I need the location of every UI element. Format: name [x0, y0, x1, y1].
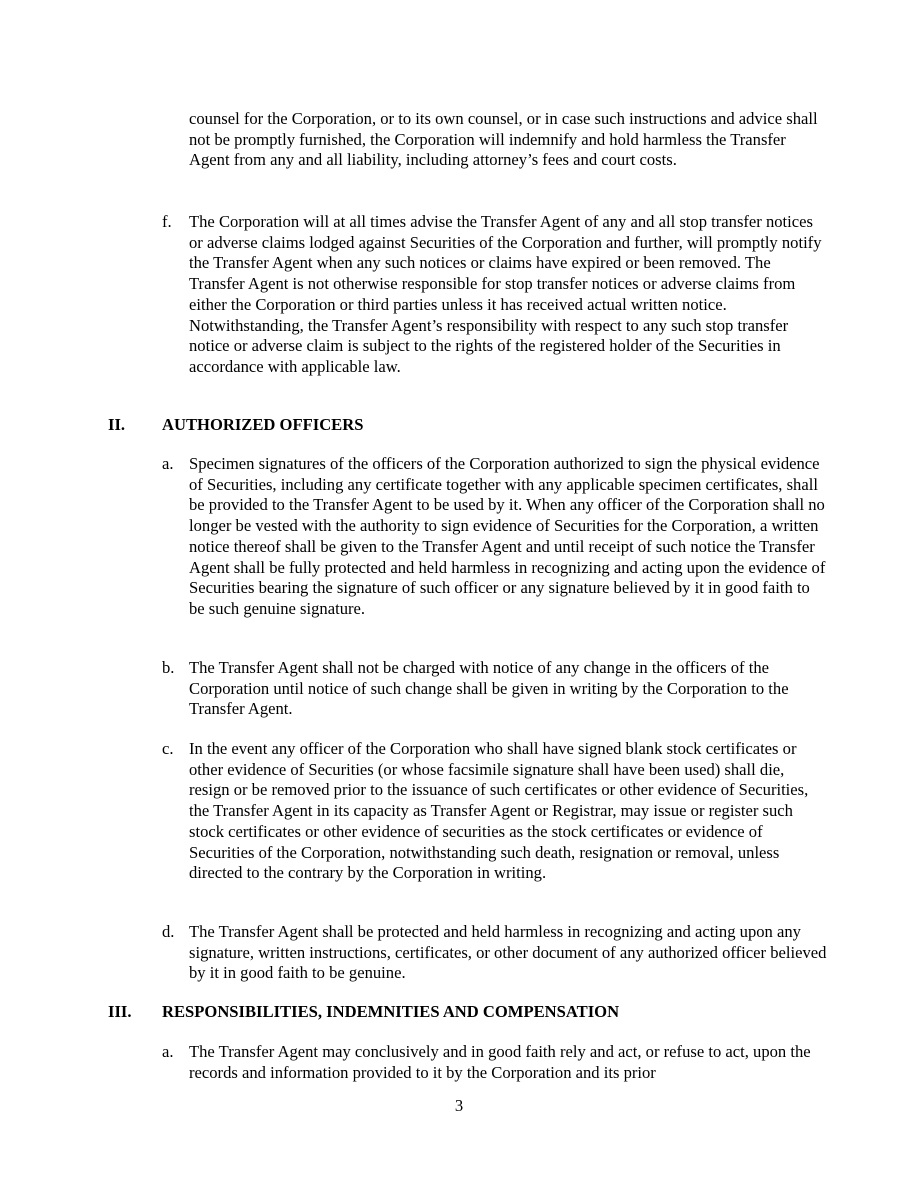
- list-marker: d.: [162, 922, 175, 941]
- list-marker: f.: [162, 212, 172, 231]
- list-item-text: In the event any officer of the Corporation who shall have signed blank stock certificates or other evidence of Securities (or whose facsimile signature shall have been used) shall die, resign or be removed prior to the issuance of such certificates or other evidence of Securities, the Transfer Agent in its capacity as Transfer Agent or Registrar, may issue or register such stock certificates or other evidence of securities as the stock certificates or evidence of Securities of the Corporation, notwithstanding such death, resignation or removal, unless directed to the contrary by the Corporation in writing.: [189, 739, 809, 883]
- list-marker: b.: [162, 658, 175, 677]
- list-marker: c.: [162, 739, 174, 758]
- intro-paragraph: counsel for the Corporation, or to its own counsel, or in case such instructions and advice shall not be promptly furnished, the Corporation will indemnify and hold harmless the Transfer Agent from any and all liability, including attorney’s fees and court costs.: [189, 109, 818, 170]
- section-title: AUTHORIZED OFFICERS: [162, 415, 364, 434]
- list-item-text: The Transfer Agent shall be protected and held harmless in recognizing and acting upon any signature, written instructions, certificates, or other document of any authorized officer believed by it in good faith to be genuine.: [189, 922, 827, 983]
- list-item-text: The Corporation will at all times advise the Transfer Agent of any and all stop transfer notices or adverse claims lodged against Securities of the Corporation and further, will promptly notify the Transfer Agent when any such notices or claims have expired or been removed. The Transfer Agent is not otherwise responsible for stop transfer notices or adverse claims from either the Corporation or third parties unless it has received actual written notice. Notwithstanding, the Transfer Agent’s responsibility with respect to any such stop transfer notice or adverse claim is subject to the rights of the registered holder of the Securities in accordance with applicable law.: [189, 212, 822, 376]
- list-marker: a.: [162, 1042, 174, 1061]
- section-title: RESPONSIBILITIES, INDEMNITIES AND COMPENSATION: [162, 1002, 620, 1021]
- section-number: III.: [108, 1002, 132, 1021]
- section-number: II.: [108, 415, 126, 434]
- list-item-text: Specimen signatures of the officers of the Corporation authorized to sign the physical evidence of Securities, including any certificate together with any applicable specimen certificates, shall be provided to the Transfer Agent to be used by it. When any officer of the Corporation shall no longer be vested with the authority to sign evidence of Securities for the Corporation, a written notice thereof shall be given to the Transfer Agent and until receipt of such notice the Transfer Agent shall be fully protected and held harmless in recognizing and acting upon the evidence of Securities bearing the signature of such officer or any signature believed by it in good faith to be such genuine signature.: [189, 454, 826, 618]
- list-marker: a.: [162, 454, 174, 473]
- list-item-text: The Transfer Agent may conclusively and in good faith rely and act, or refuse to act, upon the records and information provided to it by the Corporation and its prior: [189, 1042, 811, 1082]
- page-number: 3: [454, 1096, 464, 1115]
- list-item-text: The Transfer Agent shall not be charged with notice of any change in the officers of the Corporation until notice of such change shall be given in writing by the Corporation to the Transfer Agent.: [189, 658, 789, 719]
